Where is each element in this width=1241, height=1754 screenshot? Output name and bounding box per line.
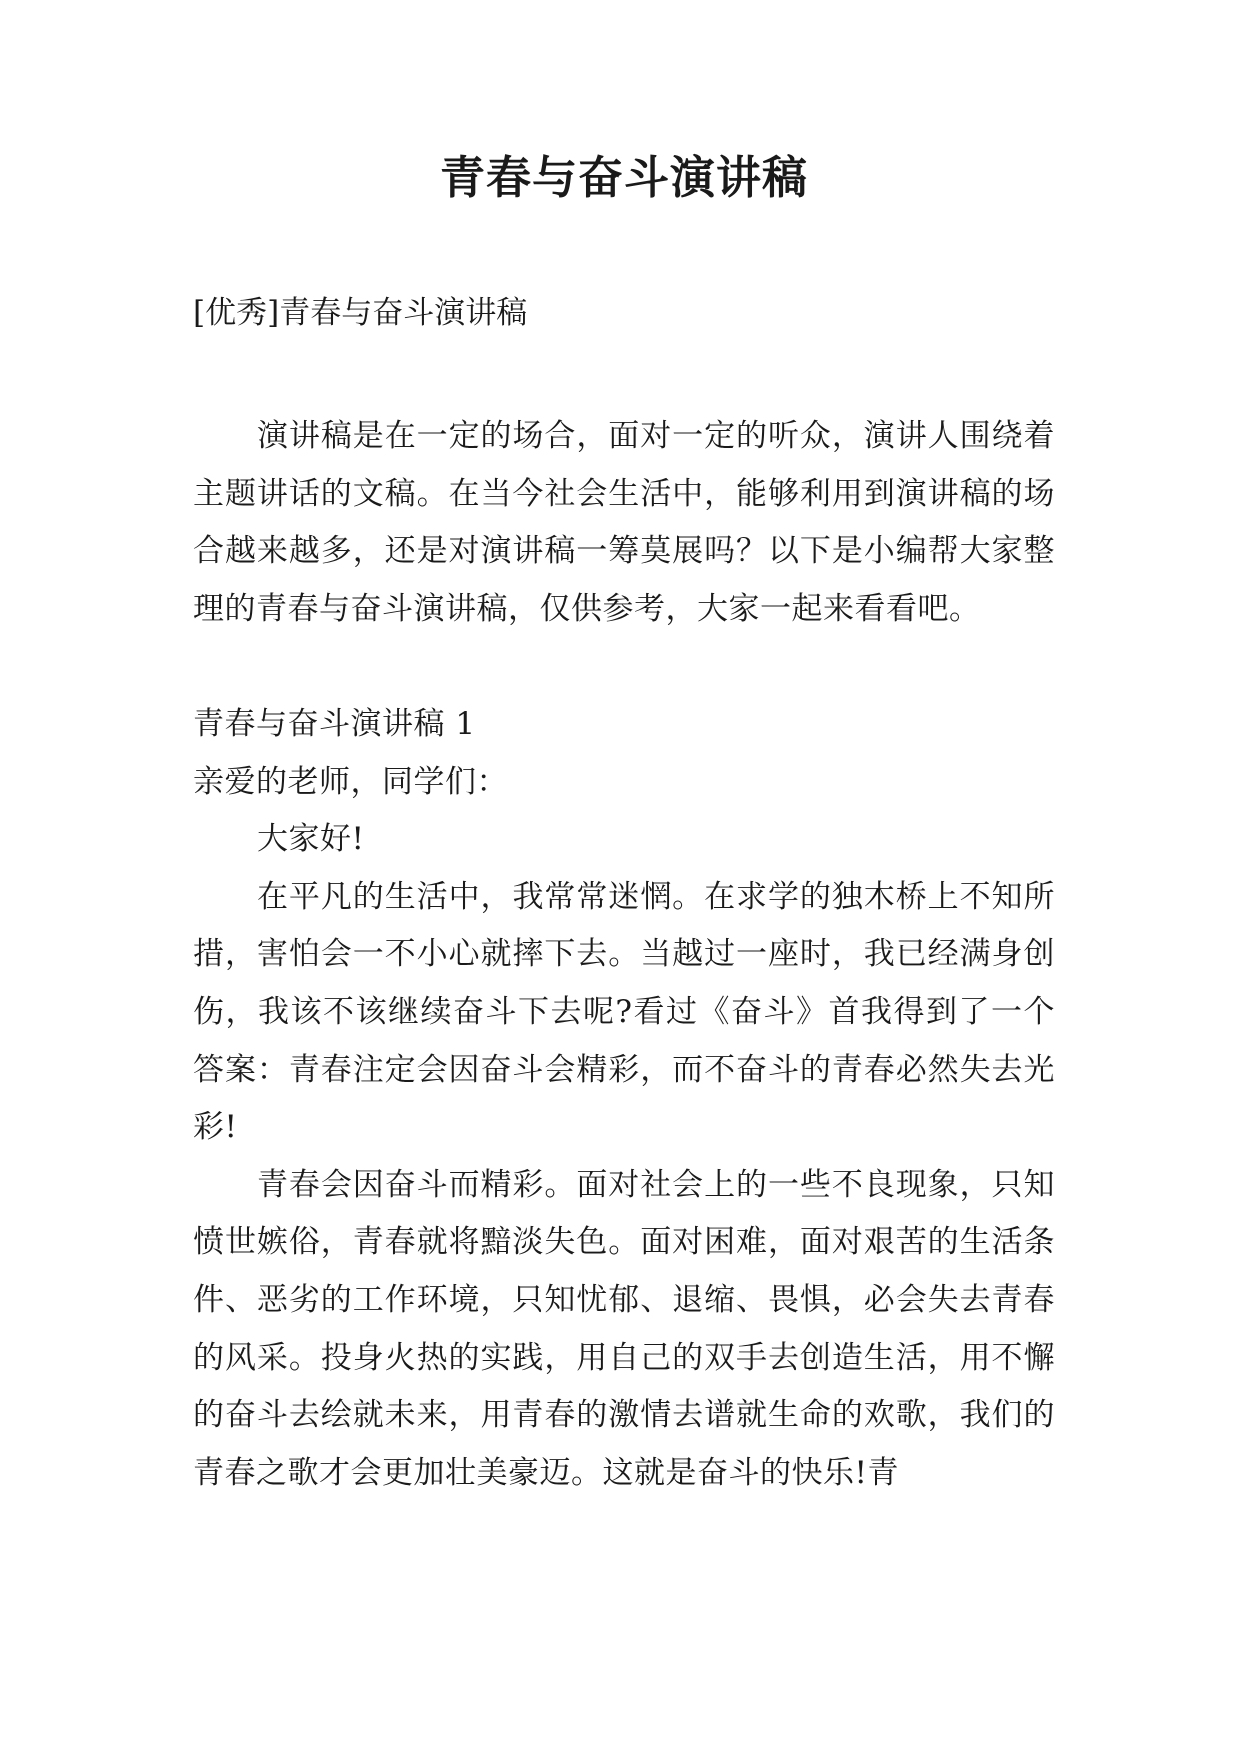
paragraph-gap bbox=[193, 638, 1055, 696]
body-paragraph-1: 在平凡的生活中，我常常迷惘。在求学的独木桥上不知所措，害怕会一不小心就摔下去。当越过一座时，我已经满身创伤，我该不该继续奋斗下去呢?看过《奋斗》首我得到了一个答案：青春注定会因奋斗会精彩，而不奋斗的青春必然失去光彩! bbox=[193, 878, 1055, 1146]
salutation: 亲爱的老师，同学们： bbox=[193, 763, 508, 800]
body-paragraph-2: 青春会因奋斗而精彩。面对社会上的一些不良现象，只知愤世嫉俗，青春就将黯淡失色。面对困难，面对艰苦的生活条件、恶劣的工作环境，只知忧郁、退缩、畏惧，必会失去青春的风采。投身火热的实践，用自己的双手去创造生活，用不懈的奋斗去绘就未来，用青春的激情去谱就生命的欢歌，我们的青春之歌才会更加壮美豪迈。这就是奋斗的快乐!青 bbox=[193, 1166, 1055, 1491]
section-heading: 青春与奋斗演讲稿 1 bbox=[193, 705, 476, 742]
intro-paragraph: 演讲稿是在一定的场合，面对一定的听众，演讲人围绕着主题讲话的文稿。在当今社会生活中，能够利用到演讲稿的场合越来越多，还是对演讲稿一筹莫展吗？以下是小编帮大家整理的青春与奋斗演讲稿，仅供参考，大家一起来看看吧。 bbox=[193, 418, 1055, 627]
document-title: 青春与奋斗演讲稿 bbox=[439, 151, 808, 204]
document-page bbox=[193, 0, 1055, 1754]
document-body bbox=[193, 408, 1055, 1502]
greeting: 大家好! bbox=[257, 821, 365, 858]
document-subtitle: [优秀]青春与奋斗演讲稿 bbox=[193, 295, 528, 331]
